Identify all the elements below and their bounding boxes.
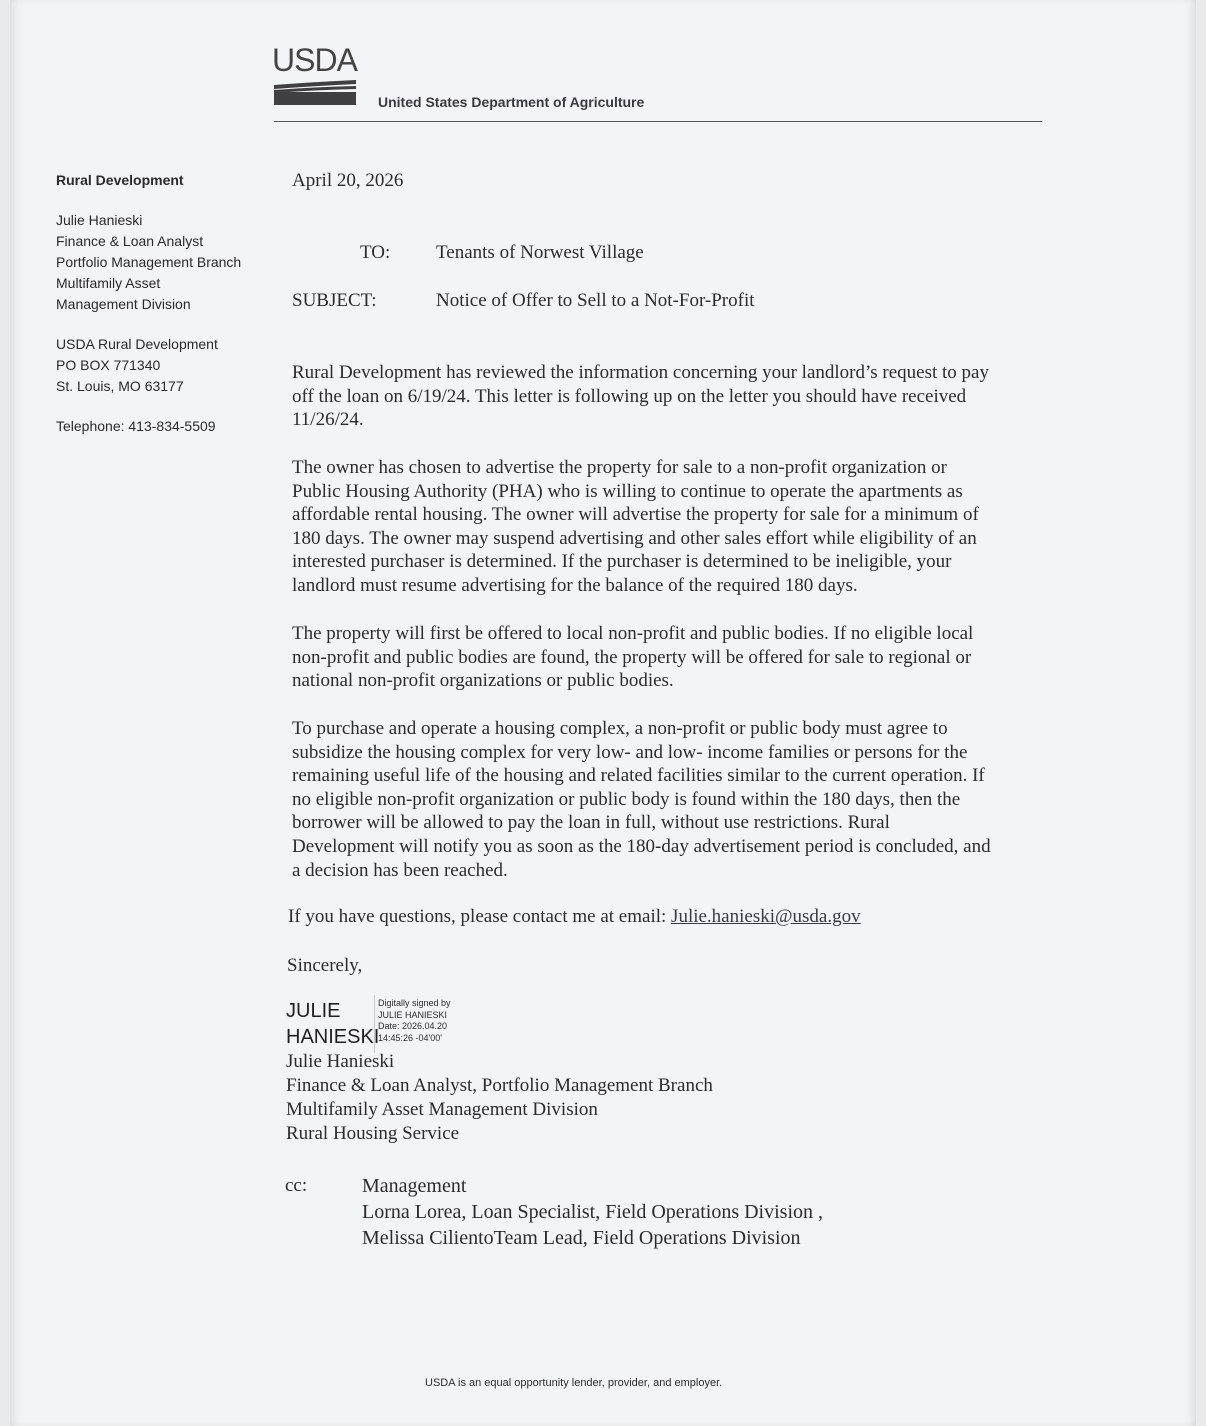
body-paragraph <box>292 622 1072 693</box>
header-divider <box>274 121 1042 122</box>
address-block <box>56 334 276 397</box>
paragraph-line: Public Housing Authority (PHA) who is willing to continue to operate the apartments as <box>292 480 963 502</box>
paragraph-line: Rural Development has reviewed the information concerning your landlord’s request to pay <box>292 362 989 383</box>
letter-date: April 20, 2026 <box>292 170 404 191</box>
signer-line: Finance & Loan Analyst, Portfolio Management Branch <box>286 1075 713 1096</box>
digital-signature-stamp <box>378 998 451 1044</box>
stamp-line: JULIE HANIESKI <box>378 1009 448 1020</box>
contact-text: If you have questions, please contact me at email: <box>288 906 672 927</box>
paragraph-line: landlord must resume advertising for the balance of the required 180 days. <box>292 574 858 596</box>
to-value: Tenants of Norwest Village <box>436 242 644 263</box>
body-paragraph <box>292 361 1072 432</box>
paragraph-line: interested purchaser is determined. If the purchaser is determined to be ineligible, your <box>292 551 952 573</box>
footer-statement: USDA is an equal opportunity lender, provider, and employer. <box>425 1377 723 1389</box>
paragraph-line: no eligible non-profit organization or public body is found within the 180 days, then the <box>292 788 961 810</box>
contact-line: Portfolio Management Branch <box>56 254 242 270</box>
paragraph-line: affordable rental housing. The owner will advertise the property for sale for a minimum of <box>292 504 979 526</box>
digital-signature-name <box>286 998 379 1050</box>
paragraph-line: remaining useful life of the housing and related facilities similar to the current operation. If <box>292 765 985 787</box>
subject-value: Notice of Offer to Sell to a Not-For-Profit <box>436 290 755 311</box>
letter-page <box>10 0 1196 1426</box>
paragraph-line: Development will notify you as soon as the 180-day advertisement period is concluded, and <box>292 835 991 857</box>
paragraph-line: off the loan on 6/19/24. This letter is following up on the letter you should have received <box>292 385 967 407</box>
body-paragraph <box>292 456 1072 598</box>
paragraph-line: borrower will be allowed to pay the loan in full, without use restrictions. Rural <box>292 812 890 834</box>
signer-line: Rural Housing Service <box>286 1123 460 1144</box>
paragraph-line: 180 days. The owner may suspend advertising and other sales effort while eligibility of an <box>292 527 977 549</box>
paragraph-line: subsidize the housing complex for very low- and low- income families or persons for the <box>292 741 968 763</box>
department-name: United States Department of Agriculture <box>378 94 645 110</box>
cc-recipient: Lorna Lorea, Loan Specialist, Field Operations Division , <box>362 1201 824 1223</box>
paragraph-line: a decision has been reached. <box>292 859 508 881</box>
contact-line: Julie Hanieski <box>56 212 143 228</box>
sincerely: Sincerely, <box>287 955 363 976</box>
telephone: Telephone: 413-834-5509 <box>56 418 216 434</box>
signature-last-name: HANIESKI <box>286 1026 380 1048</box>
paragraph-line: The owner has chosen to advertise the property for sale to a non-profit organization or <box>292 457 947 478</box>
agency-name: Rural Development <box>56 172 184 188</box>
signature-first-name: JULIE <box>286 1000 341 1022</box>
paragraph-line: The property will first be offered to local non-profit and public bodies. If no eligible local <box>292 623 974 644</box>
usda-logo-icon <box>274 80 356 105</box>
contact-sentence <box>288 906 861 928</box>
subject-label: SUBJECT: <box>292 290 377 311</box>
cc-recipient: Melissa CilientoTeam Lead, Field Operations Division <box>362 1227 801 1249</box>
paragraph-line: national non-profit organizations or public bodies. <box>292 670 674 692</box>
to-label: TO: <box>360 242 391 263</box>
cc-label: cc: <box>285 1175 308 1196</box>
cc-list <box>362 1173 823 1251</box>
address-line: PO BOX 771340 <box>56 357 161 373</box>
body-paragraph <box>292 717 1072 882</box>
cc-recipient: Management <box>362 1175 467 1197</box>
contact-line: Multifamily Asset <box>56 275 161 291</box>
sidebar <box>56 170 276 437</box>
stamp-line: Date: 2026.04.20 <box>378 1021 448 1031</box>
signer-line: Julie Hanieski <box>286 1051 395 1072</box>
contact-line: Finance & Loan Analyst <box>56 233 204 249</box>
stamp-line: Digitally signed by <box>378 998 451 1008</box>
address-line: St. Louis, MO 63177 <box>56 378 184 394</box>
contact-block <box>56 210 276 315</box>
signer-line: Multifamily Asset Management Division <box>286 1099 598 1120</box>
usda-logo-text: USDA <box>272 42 357 78</box>
paragraph-line: 11/26/24. <box>292 409 364 431</box>
signer-block <box>286 1050 713 1146</box>
contact-line: Management Division <box>56 296 191 312</box>
stamp-line: 14:45:26 -04'00' <box>378 1032 442 1043</box>
paragraph-line: To purchase and operate a housing complex, a non-profit or public body must agree to <box>292 718 948 739</box>
email-link[interactable]: Julie.hanieski@usda.gov <box>671 906 861 927</box>
address-line: USDA Rural Development <box>56 336 218 352</box>
paragraph-line: non-profit and public bodies are found, the property will be offered for sale to regional or <box>292 646 972 668</box>
